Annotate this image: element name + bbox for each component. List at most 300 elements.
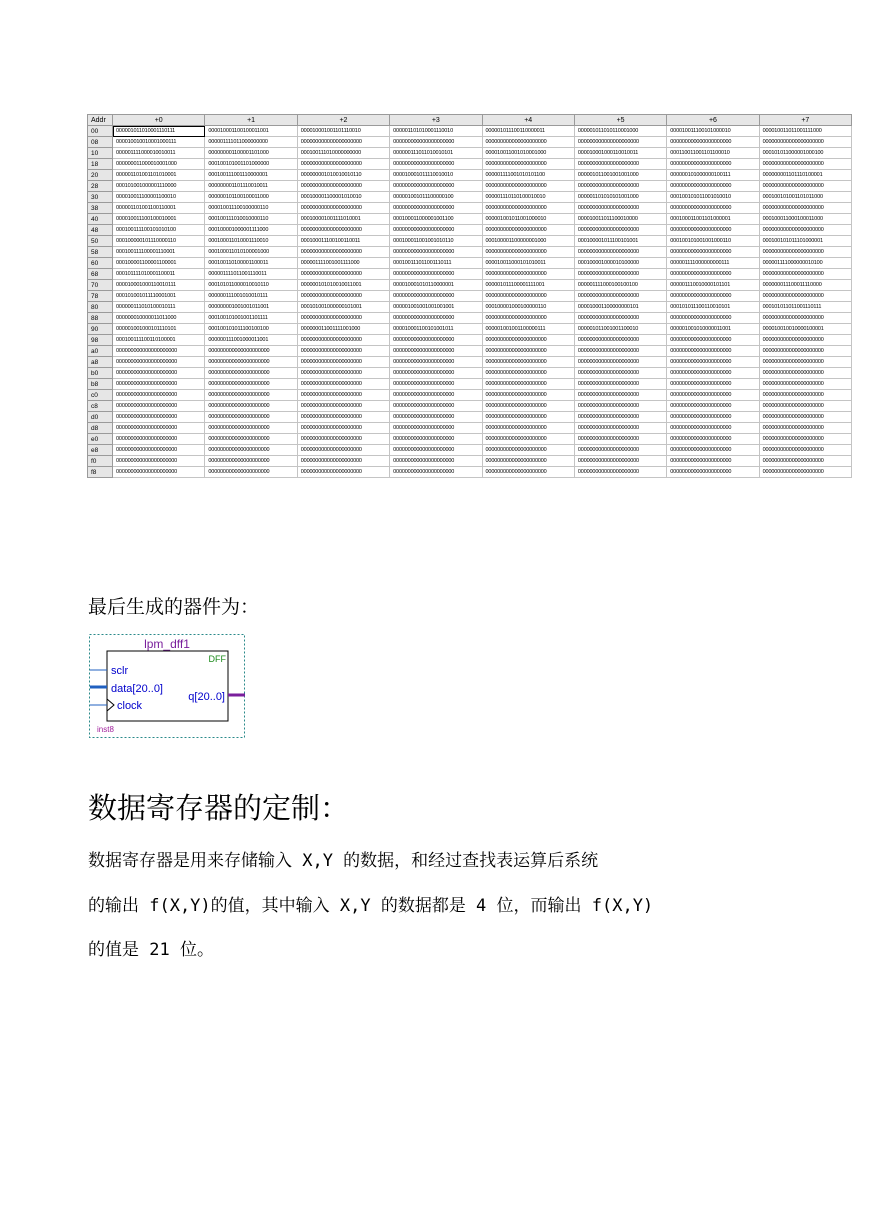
memory-word-cell[interactable]: 000000001101110100001 <box>759 170 851 181</box>
memory-word-cell[interactable]: 000010011100100010001 <box>113 214 205 225</box>
memory-word-cell[interactable]: 000010001010110000001 <box>390 280 482 291</box>
memory-word-cell[interactable]: 000001001001100000111 <box>482 324 574 335</box>
memory-word-cell[interactable]: 000000000000000000000 <box>297 368 389 379</box>
memory-word-cell[interactable]: 000010011001010001000 <box>482 148 574 159</box>
memory-word-cell[interactable]: 000000000000000000000 <box>574 445 666 456</box>
memory-word-cell[interactable]: 000100111001110000001 <box>205 170 297 181</box>
memory-word-cell[interactable]: 000001011010110001000 <box>574 126 666 137</box>
memory-word-cell[interactable]: 000000000000000000000 <box>390 390 482 401</box>
memory-word-cell[interactable]: 000010001001101110010 <box>297 126 389 137</box>
memory-word-cell[interactable]: 000010001000110010111 <box>113 280 205 291</box>
memory-word-cell[interactable]: 000000000000000000000 <box>667 423 759 434</box>
memory-word-cell[interactable]: 000100011010100001000 <box>205 247 297 258</box>
memory-word-cell[interactable]: 000000000000000000000 <box>482 379 574 390</box>
memory-word-cell[interactable]: 000001001010000011001 <box>667 324 759 335</box>
memory-word-cell[interactable]: 000000000000000000000 <box>390 313 482 324</box>
memory-word-cell[interactable]: 000000000000000000000 <box>574 423 666 434</box>
memory-word-cell[interactable]: 000001001000101110101 <box>113 324 205 335</box>
memory-word-cell[interactable]: 000100111010000000000 <box>297 148 389 159</box>
memory-word-cell[interactable]: 000000000000000000000 <box>667 357 759 368</box>
memory-word-cell[interactable]: 000000000000000000000 <box>113 445 205 456</box>
memory-word-cell[interactable]: 000000000000000000000 <box>482 357 574 368</box>
memory-word-cell[interactable]: 000000000000000000000 <box>297 456 389 467</box>
memory-word-cell[interactable]: 000001011010001110111 <box>113 126 205 137</box>
memory-word-cell[interactable]: 000000000000000000000 <box>574 379 666 390</box>
memory-word-cell[interactable]: 000000000000000000000 <box>205 445 297 456</box>
memory-word-cell[interactable]: 000000000000000000000 <box>113 423 205 434</box>
memory-word-cell[interactable]: 000000000000000000000 <box>574 368 666 379</box>
memory-word-cell[interactable]: 000100001011100101001 <box>574 236 666 247</box>
memory-word-cell[interactable]: 000000000000000000000 <box>205 423 297 434</box>
memory-word-cell[interactable]: 000010001100100011001 <box>205 126 297 137</box>
memory-word-cell[interactable]: 000100011000001001100 <box>390 214 482 225</box>
memory-word-cell[interactable]: 000010001100000000101 <box>574 302 666 313</box>
memory-word-cell[interactable]: 000000000000000000000 <box>390 269 482 280</box>
address-cell: f8 <box>88 467 113 478</box>
memory-word-cell[interactable]: 000000000000000000000 <box>297 159 389 170</box>
memory-word-cell[interactable]: 000000000000000000000 <box>390 225 482 236</box>
memory-word-cell[interactable]: 000000000000000000000 <box>297 181 389 192</box>
table-row <box>88 401 852 412</box>
memory-word-cell[interactable]: 000000000000000000000 <box>667 434 759 445</box>
memory-word-cell[interactable]: 000000000000000000000 <box>482 390 574 401</box>
address-cell: c0 <box>88 390 113 401</box>
memory-word-cell[interactable]: 000000000000000000000 <box>574 225 666 236</box>
memory-word-cell[interactable]: 000000000000000000000 <box>667 225 759 236</box>
memory-word-cell[interactable]: 000010010010000100001 <box>759 324 851 335</box>
memory-word-cell[interactable]: 000001001011100000100 <box>390 192 482 203</box>
memory-word-cell[interactable]: 000100011010001110010 <box>205 236 297 247</box>
memory-word-cell[interactable]: 000000000000000000000 <box>759 335 851 346</box>
memory-word-cell[interactable]: 000001011100110000011 <box>482 126 574 137</box>
memory-word-cell[interactable]: 000000000000000000000 <box>482 137 574 148</box>
memory-word-cell[interactable]: 000000000000000000000 <box>113 379 205 390</box>
memory-word-cell[interactable]: 000000000000000000000 <box>297 445 389 456</box>
table-row <box>88 269 852 280</box>
memory-word-cell[interactable]: 000000000000000000000 <box>667 137 759 148</box>
memory-word-cell[interactable]: 000100101001001101111 <box>205 313 297 324</box>
memory-word-cell[interactable]: 000100001000001111000 <box>205 225 297 236</box>
memory-word-cell[interactable]: 000100101001101000000 <box>205 159 297 170</box>
memory-word-cell[interactable]: 000100011001101000001 <box>667 214 759 225</box>
memory-word-cell[interactable]: 000000000000000000000 <box>205 379 297 390</box>
memory-word-cell[interactable]: 000001111000100100100 <box>574 280 666 291</box>
address-cell: a8 <box>88 357 113 368</box>
offset-column-header: +5 <box>574 115 666 126</box>
memory-word-cell[interactable]: 000100101011100100100 <box>205 324 297 335</box>
memory-word-cell[interactable]: 000001111000000010100 <box>759 258 851 269</box>
memory-word-cell[interactable]: 000000000000000000000 <box>667 203 759 214</box>
memory-word-cell[interactable]: 000001111001001111000 <box>297 258 389 269</box>
table-row <box>88 214 852 225</box>
memory-word-cell[interactable]: 000001101010001110010 <box>390 126 482 137</box>
memory-word-cell[interactable]: 000000000000000000000 <box>574 467 666 478</box>
memory-word-cell[interactable]: 000000000000000000000 <box>574 247 666 258</box>
memory-word-cell[interactable]: 000000000000000000000 <box>574 412 666 423</box>
memory-word-cell[interactable]: 000000000000000000000 <box>759 445 851 456</box>
memory-word-cell[interactable]: 000100111100110100001 <box>113 335 205 346</box>
memory-word-cell[interactable]: 000000000000000000000 <box>390 159 482 170</box>
memory-word-cell[interactable]: 000000000000000000000 <box>482 456 574 467</box>
memory-word-cell[interactable]: 000000000000000000000 <box>759 434 851 445</box>
memory-word-cell[interactable]: 000000000000000000000 <box>113 390 205 401</box>
table-row <box>88 357 852 368</box>
memory-word-cell[interactable]: 000001111011001110011 <box>205 269 297 280</box>
memory-word-cell[interactable]: 000010011011100010000 <box>574 214 666 225</box>
address-cell: 08 <box>88 137 113 148</box>
memory-word-cell[interactable]: 000000111001010010111 <box>205 291 297 302</box>
addr-column-header: Addr <box>88 115 113 126</box>
memory-word-cell[interactable]: 000000000000000000000 <box>574 137 666 148</box>
memory-word-cell[interactable]: 000000000000000000000 <box>297 137 389 148</box>
memory-word-cell[interactable]: 000101011000010010110 <box>205 280 297 291</box>
memory-word-cell[interactable]: 000000000000000000000 <box>390 456 482 467</box>
memory-word-cell[interactable]: 000100001001111010001 <box>297 214 389 225</box>
memory-word-cell[interactable]: 000000011100011110000 <box>759 280 851 291</box>
memory-word-cell[interactable]: 000000000000000000000 <box>667 445 759 456</box>
memory-word-cell[interactable]: 000000000000000000000 <box>390 368 482 379</box>
memory-word-cell[interactable]: 000000000000000000000 <box>297 357 389 368</box>
memory-word-cell[interactable]: 000000000000000000000 <box>297 467 389 478</box>
memory-word-cell[interactable]: 000000000000000000000 <box>667 456 759 467</box>
memory-word-cell[interactable]: 000000000000000000000 <box>667 247 759 258</box>
memory-word-cell[interactable]: 000000000000000000000 <box>574 346 666 357</box>
table-row <box>88 423 852 434</box>
table-row <box>88 137 852 148</box>
memory-word-cell[interactable]: 000000000000000000000 <box>113 434 205 445</box>
memory-word-cell[interactable]: 000000000000000000000 <box>759 423 851 434</box>
memory-word-cell[interactable]: 000001011100001111001 <box>482 280 574 291</box>
address-cell: 00 <box>88 126 113 137</box>
address-cell: 80 <box>88 302 113 313</box>
memory-word-cell[interactable]: 000000000000000000000 <box>390 291 482 302</box>
memory-word-cell[interactable]: 000000000000000000000 <box>390 467 482 478</box>
memory-word-cell[interactable]: 000000000000000000000 <box>574 390 666 401</box>
memory-word-cell[interactable]: 000000000000000000000 <box>574 313 666 324</box>
memory-word-cell[interactable]: 000000101010010011001 <box>297 280 389 291</box>
memory-word-cell[interactable]: 000000101100100011000 <box>205 192 297 203</box>
memory-word-cell[interactable]: 000000000000000000000 <box>297 247 389 258</box>
memory-word-cell[interactable]: 000000000000000000000 <box>482 412 574 423</box>
memory-word-cell[interactable]: 000101001011110001001 <box>113 291 205 302</box>
address-cell: 30 <box>88 192 113 203</box>
memory-word-cell[interactable]: 000100011000100011000 <box>759 214 851 225</box>
memory-word-cell[interactable]: 000100001000100000110 <box>482 302 574 313</box>
memory-word-cell[interactable]: 000001101010101001000 <box>574 192 666 203</box>
memory-word-cell[interactable]: 000000000000000000000 <box>482 445 574 456</box>
memory-word-cell[interactable]: 000000000000000000000 <box>482 346 574 357</box>
memory-word-cell[interactable]: 000000000000000000000 <box>759 269 851 280</box>
memory-word-cell[interactable]: 000000000000000000000 <box>390 412 482 423</box>
table-row <box>88 467 852 478</box>
memory-word-cell[interactable]: 000010001011110010010 <box>390 170 482 181</box>
memory-word-cell[interactable]: 000001101001100110001 <box>113 203 205 214</box>
caption-text: 最后生成的器件为： <box>88 596 260 618</box>
memory-word-cell[interactable]: 000000000000000000000 <box>667 346 759 357</box>
memory-word-cell[interactable]: 000000000000000000000 <box>205 434 297 445</box>
memory-word-cell[interactable]: 000000000000000000000 <box>574 401 666 412</box>
memory-word-cell[interactable]: 000000000000000000000 <box>390 401 482 412</box>
memory-word-cell[interactable]: 000010001100101001011 <box>390 324 482 335</box>
memory-word-cell[interactable]: 000000000000000000000 <box>205 390 297 401</box>
memory-word-cell[interactable]: 000000000000000000000 <box>113 467 205 478</box>
instance-label: inst8 <box>97 725 114 734</box>
memory-word-cell[interactable]: 000000011000010001000 <box>113 159 205 170</box>
memory-word-cell[interactable]: 000000000000000000000 <box>759 401 851 412</box>
memory-word-cell[interactable]: 000100011100100110011 <box>297 236 389 247</box>
memory-word-cell[interactable]: 000101011011001110111 <box>759 302 851 313</box>
memory-word-cell[interactable]: 000100101011101000001 <box>759 236 851 247</box>
memory-word-cell[interactable]: 000000000000000000000 <box>297 390 389 401</box>
memory-word-cell[interactable]: 000000000000000000000 <box>574 159 666 170</box>
memory-word-cell[interactable]: 000000111011010010101 <box>390 148 482 159</box>
memory-word-cell[interactable]: 000000000000000000000 <box>205 412 297 423</box>
memory-word-cell[interactable]: 000000000000000000000 <box>205 368 297 379</box>
memory-word-cell[interactable]: 000000000000000000000 <box>482 269 574 280</box>
memory-word-cell[interactable]: 000100101001101011000 <box>759 192 851 203</box>
memory-word-cell[interactable]: 000000000000000000000 <box>667 401 759 412</box>
address-cell: 40 <box>88 214 113 225</box>
address-cell: 10 <box>88 148 113 159</box>
memory-word-cell[interactable]: 000000000000000000000 <box>667 467 759 478</box>
memory-word-cell[interactable]: 000000000000000000000 <box>482 181 574 192</box>
memory-word-cell[interactable]: 000010011100100000110 <box>205 203 297 214</box>
memory-word-cell[interactable]: 000001101001101010001 <box>113 170 205 181</box>
memory-word-cell[interactable]: 000010010010001000111 <box>113 137 205 148</box>
memory-word-cell[interactable]: 000000000000000000000 <box>390 335 482 346</box>
memory-word-cell[interactable]: 000000000000000000000 <box>759 313 851 324</box>
memory-word-cell[interactable]: 000101011100110010101 <box>667 302 759 313</box>
address-cell: f0 <box>88 456 113 467</box>
memory-word-cell[interactable]: 000100001100001100001 <box>113 258 205 269</box>
memory-word-cell[interactable]: 000000000000000000000 <box>390 203 482 214</box>
memory-word-cell[interactable]: 000000010000011011000 <box>113 313 205 324</box>
memory-word-cell[interactable]: 000000000000000000000 <box>205 401 297 412</box>
memory-word-cell[interactable]: 000000111001000011001 <box>205 335 297 346</box>
memory-word-cell[interactable]: 000100011001001010110 <box>390 236 482 247</box>
memory-word-cell[interactable]: 000000000000000000000 <box>390 434 482 445</box>
memory-word-cell[interactable]: 000000000000000000000 <box>759 203 851 214</box>
memory-word-cell[interactable]: 000000000000000000000 <box>482 434 574 445</box>
table-row <box>88 313 852 324</box>
memory-word-cell[interactable]: 000101011000001000100 <box>759 148 851 159</box>
memory-word-cell[interactable]: 000000000000000000000 <box>667 269 759 280</box>
memory-word-cell[interactable]: 000000000000000000000 <box>667 313 759 324</box>
table-header-row <box>88 115 852 126</box>
memory-word-cell[interactable]: 000001111011000000000 <box>205 137 297 148</box>
memory-word-cell[interactable]: 000100001000010100000 <box>574 258 666 269</box>
memory-word-cell[interactable]: 000000000000000000000 <box>759 137 851 148</box>
memory-word-cell[interactable]: 000010011000101010011 <box>482 258 574 269</box>
memory-word-cell[interactable]: 000100001100000001000 <box>482 236 574 247</box>
memory-word-cell[interactable]: 000001110010000101101 <box>667 280 759 291</box>
memory-word-cell[interactable]: 000000101000000100111 <box>667 170 759 181</box>
memory-word-cell[interactable]: 000000000000000000000 <box>205 456 297 467</box>
memory-word-cell[interactable]: 000000000000000000000 <box>574 335 666 346</box>
memory-word-cell[interactable]: 000000000000000000000 <box>297 269 389 280</box>
memory-word-cell[interactable]: 000100111010010000110 <box>205 214 297 225</box>
memory-word-cell[interactable]: 000000000000000000000 <box>113 368 205 379</box>
memory-word-cell[interactable]: 000000000000000000000 <box>390 137 482 148</box>
memory-word-cell[interactable]: 000000000000000000000 <box>574 357 666 368</box>
memory-word-cell[interactable]: 000000000000000000000 <box>297 335 389 346</box>
memory-word-cell[interactable]: 000000000000000000000 <box>482 313 574 324</box>
memory-word-cell[interactable]: 000000000000000000000 <box>759 225 851 236</box>
memory-word-cell[interactable]: 000000000000000000000 <box>759 357 851 368</box>
memory-word-cell[interactable]: 000000000000000000000 <box>574 456 666 467</box>
memory-word-cell[interactable]: 000100111011001110111 <box>390 258 482 269</box>
memory-word-cell[interactable]: 000001011001001100010 <box>574 324 666 335</box>
memory-word-cell[interactable]: 000000000000000000000 <box>574 291 666 302</box>
memory-content-table <box>87 114 852 478</box>
memory-word-cell[interactable]: 000000000000000000000 <box>482 203 574 214</box>
memory-word-cell[interactable]: 000000000000000000000 <box>759 181 851 192</box>
memory-word-cell[interactable]: 000000000000000000000 <box>482 368 574 379</box>
memory-word-cell[interactable]: 000000000000000000000 <box>759 346 851 357</box>
lpm-dff-symbol[interactable] <box>89 634 245 738</box>
table-body <box>88 126 852 478</box>
memory-word-cell[interactable]: 000101111010001100011 <box>113 269 205 280</box>
memory-word-cell[interactable]: 000000000000000000000 <box>667 159 759 170</box>
memory-word-cell[interactable]: 000000000000000000000 <box>297 379 389 390</box>
table-row <box>88 225 852 236</box>
memory-word-cell[interactable]: 000000000000000000000 <box>574 203 666 214</box>
memory-word-cell[interactable]: 000000000000000000000 <box>667 412 759 423</box>
memory-word-cell[interactable]: 000000000000000000000 <box>667 368 759 379</box>
memory-word-cell[interactable]: 000000001001001011001 <box>205 302 297 313</box>
offset-column-header: +7 <box>759 115 851 126</box>
memory-word-cell[interactable]: 000100001100001010010 <box>297 192 389 203</box>
memory-word-cell[interactable]: 000000000000000000000 <box>390 423 482 434</box>
memory-word-cell[interactable]: 000000000000000000000 <box>574 269 666 280</box>
memory-word-cell[interactable]: 000000000000000000000 <box>482 401 574 412</box>
memory-word-cell[interactable]: 000000000000000000000 <box>390 247 482 258</box>
memory-word-cell[interactable]: 000000001101110010011 <box>205 181 297 192</box>
memory-word-cell[interactable]: 000000000000000000000 <box>297 401 389 412</box>
address-cell: c8 <box>88 401 113 412</box>
memory-word-cell[interactable]: 000000000000000000000 <box>297 291 389 302</box>
memory-word-cell[interactable]: 000000000000000000000 <box>759 390 851 401</box>
memory-word-cell[interactable]: 000000000000000000000 <box>759 247 851 258</box>
memory-word-cell[interactable]: 000010001000110010011 <box>574 148 666 159</box>
memory-word-cell[interactable]: 000000000000000000000 <box>390 445 482 456</box>
memory-word-cell[interactable]: 000000000000000000000 <box>574 434 666 445</box>
memory-word-cell[interactable]: 000000000000000000000 <box>113 346 205 357</box>
memory-word-cell[interactable]: 000000000000000000000 <box>297 412 389 423</box>
memory-word-cell[interactable]: 000000000000000000000 <box>667 379 759 390</box>
memory-word-cell[interactable]: 000001001001001001001 <box>390 302 482 313</box>
memory-word-cell[interactable]: 000000000000000000000 <box>759 291 851 302</box>
address-cell: 78 <box>88 291 113 302</box>
memory-word-cell[interactable]: 000000000000000000000 <box>759 467 851 478</box>
memory-word-cell[interactable]: 000001111000000000111 <box>667 258 759 269</box>
memory-word-cell[interactable]: 000000000000000000000 <box>297 346 389 357</box>
memory-word-cell[interactable]: 000100111100101010100 <box>113 225 205 236</box>
memory-word-cell[interactable]: 000000000000000000000 <box>297 313 389 324</box>
memory-word-cell[interactable]: 000000000000000000000 <box>482 159 574 170</box>
memory-word-cell[interactable]: 000000111010100010111 <box>113 302 205 313</box>
memory-word-cell[interactable]: 000000000000000000000 <box>297 203 389 214</box>
memory-word-cell[interactable]: 000110011001101100010 <box>667 148 759 159</box>
table-row <box>88 379 852 390</box>
memory-word-cell[interactable]: 000001111001010101100 <box>482 170 574 181</box>
table-row <box>88 324 852 335</box>
memory-word-cell[interactable]: 000100111100001110001 <box>113 247 205 258</box>
memory-word-cell[interactable]: 000000000000000000000 <box>205 467 297 478</box>
address-cell: b0 <box>88 368 113 379</box>
memory-word-cell[interactable]: 000000000000000000000 <box>759 159 851 170</box>
memory-word-cell[interactable]: 000000000000000000000 <box>113 357 205 368</box>
memory-word-cell[interactable]: 000000000000000000000 <box>482 335 574 346</box>
address-cell: 38 <box>88 203 113 214</box>
memory-word-cell[interactable]: 000000000000000000000 <box>667 291 759 302</box>
memory-word-cell[interactable]: 000100101011001010010 <box>667 192 759 203</box>
memory-word-cell[interactable]: 000010011011001111000 <box>759 126 851 137</box>
memory-word-cell[interactable]: 000000000000000000000 <box>482 467 574 478</box>
table-row <box>88 456 852 467</box>
table-row <box>88 302 852 313</box>
sclr-port-label: sclr <box>111 665 129 677</box>
memory-word-cell[interactable]: 000010011100101000010 <box>667 126 759 137</box>
memory-word-cell[interactable]: 000000000000000000000 <box>390 357 482 368</box>
memory-word-cell[interactable]: 000000000000000000000 <box>482 291 574 302</box>
memory-word-cell[interactable]: 000100101001001000110 <box>667 236 759 247</box>
memory-word-cell[interactable]: 000000001010010010110 <box>297 170 389 181</box>
memory-word-cell[interactable]: 000000000000000000000 <box>759 412 851 423</box>
memory-word-cell[interactable]: 000000000000000000000 <box>390 379 482 390</box>
table-row <box>88 126 852 137</box>
memory-word-cell[interactable]: 000000000000000000000 <box>297 434 389 445</box>
memory-word-cell[interactable]: 000000000000000000000 <box>667 390 759 401</box>
memory-word-cell[interactable]: 000000000000000000000 <box>390 181 482 192</box>
memory-word-cell[interactable]: 000000000000000000000 <box>297 423 389 434</box>
memory-word-cell[interactable]: 000001110110100010010 <box>482 192 574 203</box>
clock-port-label: clock <box>117 700 143 712</box>
memory-word-cell[interactable]: 000010011100001100010 <box>113 192 205 203</box>
symbol-title: lpm_dff1 <box>144 637 190 651</box>
memory-word-cell[interactable]: 000000000000000000000 <box>113 412 205 423</box>
memory-word-cell[interactable]: 000000000000000000000 <box>667 181 759 192</box>
paragraph-line-1: 数据寄存器是用来存储输入 X,Y 的数据，和经过查找表运算后系统 <box>88 851 599 871</box>
memory-word-cell[interactable]: 000001001011001000010 <box>482 214 574 225</box>
memory-word-cell[interactable]: 000000000000000000000 <box>482 225 574 236</box>
memory-word-cell[interactable]: 000000000000000000000 <box>205 357 297 368</box>
memory-word-cell[interactable]: 000000000000000000000 <box>113 401 205 412</box>
memory-word-cell[interactable]: 000000000000000000000 <box>482 423 574 434</box>
memory-word-cell[interactable]: 000000000000000000000 <box>205 346 297 357</box>
memory-word-cell[interactable]: 000000000000000000000 <box>759 456 851 467</box>
memory-word-cell[interactable]: 000101001000001110000 <box>113 181 205 192</box>
memory-word-cell[interactable]: 000001111000010010011 <box>113 148 205 159</box>
memory-word-cell[interactable]: 000000000000000000000 <box>574 181 666 192</box>
memory-word-cell[interactable]: 000101001000000101001 <box>297 302 389 313</box>
memory-word-cell[interactable]: 000000000000000000000 <box>390 346 482 357</box>
memory-word-cell[interactable]: 000100000101110000110 <box>113 236 205 247</box>
offset-column-header: +4 <box>482 115 574 126</box>
memory-word-cell[interactable]: 000000000000000000000 <box>482 247 574 258</box>
memory-word-cell[interactable]: 000000000000000000000 <box>297 225 389 236</box>
memory-word-cell[interactable]: 000100110100001100011 <box>205 258 297 269</box>
memory-word-cell[interactable]: 000000000000000000000 <box>113 456 205 467</box>
address-cell: 60 <box>88 258 113 269</box>
memory-word-cell[interactable]: 000000011001111001000 <box>297 324 389 335</box>
memory-word-cell[interactable]: 000000000000000000000 <box>667 335 759 346</box>
memory-word-cell[interactable]: 000000000000000000000 <box>759 379 851 390</box>
memory-word-cell[interactable]: 000001011001001001000 <box>574 170 666 181</box>
memory-word-cell[interactable]: 000000000000000000000 <box>759 368 851 379</box>
memory-word-cell[interactable]: 000000001100001101000 <box>205 148 297 159</box>
table-row <box>88 445 852 456</box>
